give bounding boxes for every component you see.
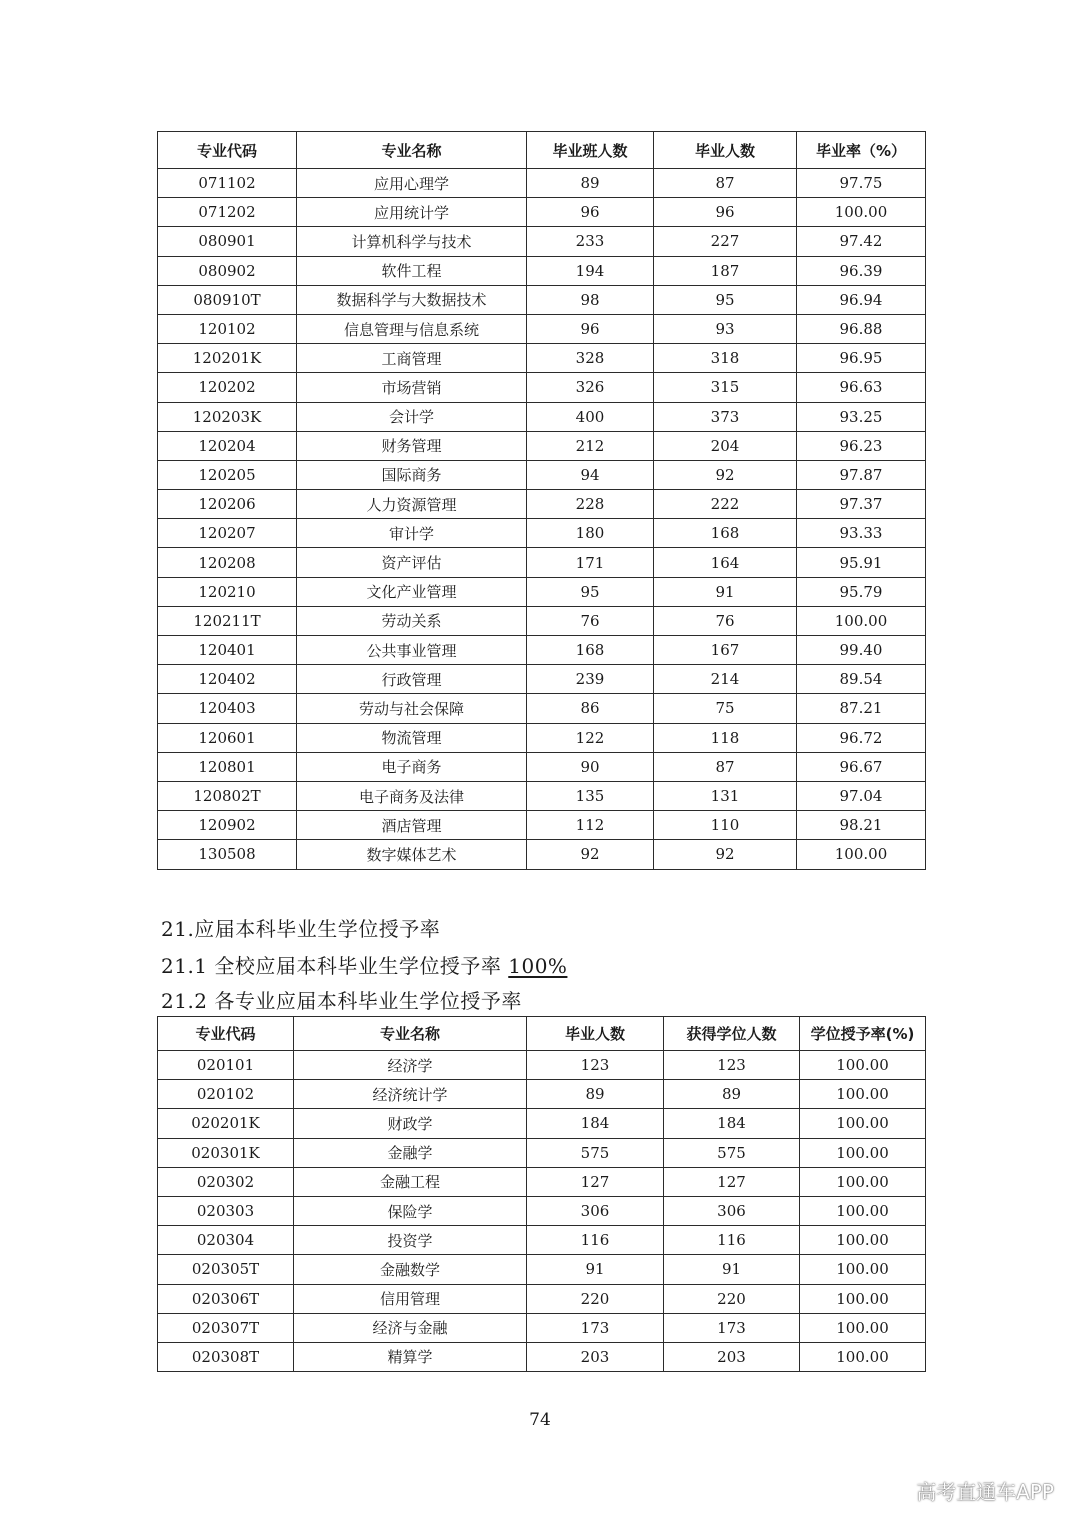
table-cell: 100.00 — [800, 1080, 926, 1109]
subsection-title-by-major: 21.2 各专业应届本科毕业生学位授予率 — [161, 989, 522, 1013]
table-cell: 020302 — [158, 1167, 294, 1196]
table-cell: 100.00 — [797, 606, 926, 635]
table-cell: 金融学 — [294, 1138, 527, 1167]
table-row — [158, 1226, 926, 1255]
table-cell: 326 — [527, 373, 654, 402]
table-cell: 120211T — [158, 606, 297, 635]
table-cell: 020305T — [158, 1255, 294, 1284]
table-cell: 金融数学 — [294, 1255, 527, 1284]
table-cell: 98 — [527, 285, 654, 314]
table-row — [158, 781, 926, 810]
table-cell: 187 — [654, 256, 797, 285]
table-row — [158, 1284, 926, 1313]
table-cell: 金融工程 — [294, 1167, 527, 1196]
column-header: 专业代码 — [158, 1017, 294, 1051]
subsection-label: 21.1 全校应届本科毕业生学位授予率 — [161, 954, 502, 978]
table-cell: 应用心理学 — [297, 169, 527, 198]
table-cell: 财政学 — [294, 1109, 527, 1138]
table-cell: 物流管理 — [297, 723, 527, 752]
table-cell: 96.39 — [797, 256, 926, 285]
column-header: 学位授予率(%) — [800, 1017, 926, 1051]
table-cell: 233 — [527, 227, 654, 256]
table-cell: 120102 — [158, 314, 297, 343]
table-cell: 168 — [654, 519, 797, 548]
table-cell: 131 — [654, 781, 797, 810]
table-cell: 120402 — [158, 665, 297, 694]
table-cell: 96 — [527, 314, 654, 343]
table-row — [158, 314, 926, 343]
table-cell: 120203K — [158, 402, 297, 431]
table-cell: 120206 — [158, 490, 297, 519]
table-cell: 373 — [654, 402, 797, 431]
watermark-logo-text: 高考直通车APP — [916, 1480, 1054, 1504]
table-cell: 127 — [527, 1167, 664, 1196]
table-cell: 100.00 — [800, 1255, 926, 1284]
column-header: 毕业班人数 — [527, 132, 654, 169]
table-cell: 95 — [654, 285, 797, 314]
table-cell: 95.79 — [797, 577, 926, 606]
table-cell: 91 — [527, 1255, 664, 1284]
table-cell: 080910T — [158, 285, 297, 314]
table-cell: 120802T — [158, 781, 297, 810]
table-cell: 97.87 — [797, 460, 926, 489]
table-cell: 96.67 — [797, 752, 926, 781]
table-cell: 96.72 — [797, 723, 926, 752]
table-row — [158, 519, 926, 548]
table-cell: 306 — [664, 1196, 800, 1225]
table-cell: 97.37 — [797, 490, 926, 519]
table-cell: 96.63 — [797, 373, 926, 402]
table-cell: 203 — [527, 1342, 664, 1371]
table-cell: 86 — [527, 694, 654, 723]
table-header-row — [158, 1017, 926, 1051]
table-cell: 保险学 — [294, 1196, 527, 1225]
table-cell: 87.21 — [797, 694, 926, 723]
table-cell: 87 — [654, 169, 797, 198]
table-cell: 100.00 — [800, 1313, 926, 1342]
table-cell: 100.00 — [797, 840, 926, 869]
table-row — [158, 227, 926, 256]
table-row — [158, 256, 926, 285]
table-cell: 电子商务 — [297, 752, 527, 781]
table-cell: 应用统计学 — [297, 198, 527, 227]
page-number: 74 — [529, 1410, 551, 1430]
table-cell: 306 — [527, 1196, 664, 1225]
table-cell: 精算学 — [294, 1342, 527, 1371]
table-cell: 120801 — [158, 752, 297, 781]
table-cell: 97.04 — [797, 781, 926, 810]
table-cell: 公共事业管理 — [297, 636, 527, 665]
table-cell: 行政管理 — [297, 665, 527, 694]
column-header: 毕业人数 — [654, 132, 797, 169]
table-cell: 89 — [527, 169, 654, 198]
table-cell: 120601 — [158, 723, 297, 752]
table-cell: 127 — [664, 1167, 800, 1196]
table-cell: 575 — [527, 1138, 664, 1167]
table-cell: 酒店管理 — [297, 811, 527, 840]
table-cell: 120201K — [158, 344, 297, 373]
column-header: 获得学位人数 — [664, 1017, 800, 1051]
table-cell: 93 — [654, 314, 797, 343]
table-cell: 会计学 — [297, 402, 527, 431]
table-cell: 数字媒体艺术 — [297, 840, 527, 869]
table-row — [158, 169, 926, 198]
table-cell: 116 — [527, 1226, 664, 1255]
table-cell: 98.21 — [797, 811, 926, 840]
table-cell: 080901 — [158, 227, 297, 256]
table-cell: 审计学 — [297, 519, 527, 548]
graduation-rate-table — [157, 131, 926, 870]
table-cell: 96 — [527, 198, 654, 227]
table-row — [158, 694, 926, 723]
table-cell: 120204 — [158, 431, 297, 460]
table-cell: 97.42 — [797, 227, 926, 256]
table-cell: 计算机科学与技术 — [297, 227, 527, 256]
table-cell: 168 — [527, 636, 654, 665]
table-cell: 020201K — [158, 1109, 294, 1138]
table-cell: 经济学 — [294, 1051, 527, 1080]
table-row — [158, 811, 926, 840]
column-header: 毕业率（%） — [797, 132, 926, 169]
table-cell: 239 — [527, 665, 654, 694]
table-cell: 120208 — [158, 548, 297, 577]
table-cell: 171 — [527, 548, 654, 577]
table-cell: 100.00 — [800, 1051, 926, 1080]
table-cell: 222 — [654, 490, 797, 519]
table-cell: 400 — [527, 402, 654, 431]
column-header: 专业名称 — [297, 132, 527, 169]
table-row — [158, 1255, 926, 1284]
table-cell: 173 — [527, 1313, 664, 1342]
table-row — [158, 402, 926, 431]
table-row — [158, 752, 926, 781]
table-cell: 96.23 — [797, 431, 926, 460]
table-cell: 184 — [527, 1109, 664, 1138]
table-cell: 110 — [654, 811, 797, 840]
table-cell: 020306T — [158, 1284, 294, 1313]
table-cell: 071102 — [158, 169, 297, 198]
table-cell: 020102 — [158, 1080, 294, 1109]
table-cell: 93.33 — [797, 519, 926, 548]
table-row — [158, 373, 926, 402]
table-cell: 91 — [664, 1255, 800, 1284]
table-cell: 100.00 — [800, 1196, 926, 1225]
table-cell: 328 — [527, 344, 654, 373]
table-cell: 100.00 — [800, 1226, 926, 1255]
table-row — [158, 1313, 926, 1342]
table-cell: 劳动与社会保障 — [297, 694, 527, 723]
table-cell: 116 — [664, 1226, 800, 1255]
table-cell: 100.00 — [800, 1167, 926, 1196]
table-row — [158, 1167, 926, 1196]
column-header: 专业代码 — [158, 132, 297, 169]
table-cell: 135 — [527, 781, 654, 810]
table-cell: 97.75 — [797, 169, 926, 198]
table-cell: 227 — [654, 227, 797, 256]
table-row — [158, 577, 926, 606]
table-cell: 76 — [527, 606, 654, 635]
table-cell: 96.88 — [797, 314, 926, 343]
table-cell: 173 — [664, 1313, 800, 1342]
table-cell: 118 — [654, 723, 797, 752]
table-cell: 120210 — [158, 577, 297, 606]
table-cell: 95 — [527, 577, 654, 606]
table-row — [158, 636, 926, 665]
table-cell: 228 — [527, 490, 654, 519]
table-cell: 575 — [664, 1138, 800, 1167]
table-cell: 经济与金融 — [294, 1313, 527, 1342]
table-cell: 信息管理与信息系统 — [297, 314, 527, 343]
table-cell: 318 — [654, 344, 797, 373]
table-cell: 电子商务及法律 — [297, 781, 527, 810]
table-cell: 100.00 — [800, 1284, 926, 1313]
table-cell: 080902 — [158, 256, 297, 285]
table-cell: 93.25 — [797, 402, 926, 431]
table-cell: 投资学 — [294, 1226, 527, 1255]
table-cell: 国际商务 — [297, 460, 527, 489]
table-row — [158, 285, 926, 314]
table-cell: 164 — [654, 548, 797, 577]
table-cell: 文化产业管理 — [297, 577, 527, 606]
table-cell: 96.94 — [797, 285, 926, 314]
table-row — [158, 723, 926, 752]
table-cell: 214 — [654, 665, 797, 694]
table-cell: 96 — [654, 198, 797, 227]
table-row — [158, 1138, 926, 1167]
table-cell: 212 — [527, 431, 654, 460]
table-row — [158, 1109, 926, 1138]
table-row — [158, 1196, 926, 1225]
table-cell: 120401 — [158, 636, 297, 665]
table-cell: 071202 — [158, 198, 297, 227]
table-cell: 96.95 — [797, 344, 926, 373]
table-cell: 92 — [654, 840, 797, 869]
table-row — [158, 344, 926, 373]
table-cell: 92 — [654, 460, 797, 489]
table-cell: 220 — [664, 1284, 800, 1313]
table-header-row — [158, 132, 926, 169]
table-cell: 220 — [527, 1284, 664, 1313]
table-cell: 204 — [654, 431, 797, 460]
table-cell: 89.54 — [797, 665, 926, 694]
table-cell: 315 — [654, 373, 797, 402]
table-cell: 120207 — [158, 519, 297, 548]
table-cell: 020307T — [158, 1313, 294, 1342]
table-cell: 软件工程 — [297, 256, 527, 285]
table-cell: 130508 — [158, 840, 297, 869]
table-row — [158, 840, 926, 869]
table-cell: 市场营销 — [297, 373, 527, 402]
table-row — [158, 665, 926, 694]
column-header: 专业名称 — [294, 1017, 527, 1051]
table-cell: 信用管理 — [294, 1284, 527, 1313]
table-row — [158, 1051, 926, 1080]
column-header: 毕业人数 — [527, 1017, 664, 1051]
table-cell: 020304 — [158, 1226, 294, 1255]
table-cell: 数据科学与大数据技术 — [297, 285, 527, 314]
table-cell: 120902 — [158, 811, 297, 840]
subsection-title-overall-rate — [161, 950, 567, 979]
table-row — [158, 490, 926, 519]
table-row — [158, 460, 926, 489]
table-cell: 75 — [654, 694, 797, 723]
degree-award-rate-table — [157, 1016, 926, 1372]
table-row — [158, 431, 926, 460]
table-row — [158, 1342, 926, 1371]
table-cell: 99.40 — [797, 636, 926, 665]
table-cell: 167 — [654, 636, 797, 665]
table-cell: 100.00 — [800, 1342, 926, 1371]
table-cell: 123 — [664, 1051, 800, 1080]
table-row — [158, 606, 926, 635]
table-cell: 112 — [527, 811, 654, 840]
section-title: 21.应届本科毕业生学位授予率 — [161, 917, 441, 941]
overall-degree-rate-value: 100% — [508, 954, 568, 978]
table-cell: 87 — [654, 752, 797, 781]
table-cell: 财务管理 — [297, 431, 527, 460]
table-row — [158, 1080, 926, 1109]
table-cell: 89 — [664, 1080, 800, 1109]
table-cell: 203 — [664, 1342, 800, 1371]
table-cell: 020303 — [158, 1196, 294, 1225]
table-cell: 100.00 — [797, 198, 926, 227]
table-cell: 76 — [654, 606, 797, 635]
table-cell: 020308T — [158, 1342, 294, 1371]
table-cell: 人力资源管理 — [297, 490, 527, 519]
table-cell: 123 — [527, 1051, 664, 1080]
table-cell: 89 — [527, 1080, 664, 1109]
table-cell: 020301K — [158, 1138, 294, 1167]
table-cell: 100.00 — [800, 1109, 926, 1138]
table-cell: 90 — [527, 752, 654, 781]
table-cell: 劳动关系 — [297, 606, 527, 635]
table-row — [158, 198, 926, 227]
table-cell: 180 — [527, 519, 654, 548]
table-row — [158, 548, 926, 577]
table-cell: 95.91 — [797, 548, 926, 577]
table-cell: 120403 — [158, 694, 297, 723]
table-cell: 120202 — [158, 373, 297, 402]
table-cell: 94 — [527, 460, 654, 489]
table-cell: 122 — [527, 723, 654, 752]
table-cell: 184 — [664, 1109, 800, 1138]
table-cell: 91 — [654, 577, 797, 606]
table-cell: 工商管理 — [297, 344, 527, 373]
table-cell: 020101 — [158, 1051, 294, 1080]
table-cell: 194 — [527, 256, 654, 285]
table-cell: 经济统计学 — [294, 1080, 527, 1109]
table-cell: 资产评估 — [297, 548, 527, 577]
table-cell: 92 — [527, 840, 654, 869]
table-cell: 100.00 — [800, 1138, 926, 1167]
table-cell: 120205 — [158, 460, 297, 489]
